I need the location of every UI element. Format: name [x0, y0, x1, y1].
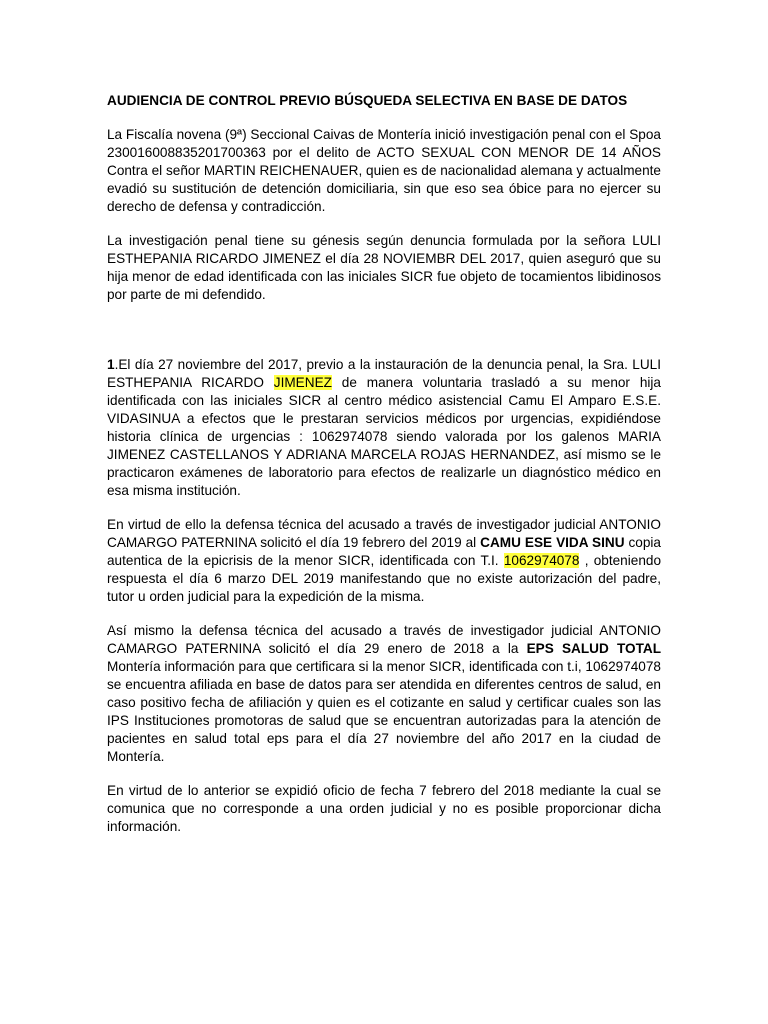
paragraph-intro: La Fiscalía novena (9ª) Seccional Caivas de Montería inició investigación penal con el Spoa 230016008835201700363 por el delito de ACTO SEXUAL CON MENOR DE 14 AÑOS Contra el señor MARTIN REICHENAUER, quien es de nacionalidad alemana y actualmente evadió su sustitución de detención domiciliaria, sin que eso sea óbice para no ejercer su derecho de defensa y contradicción. — [107, 127, 661, 214]
paragraph-genesis: La investigación penal tiene su génesis según denuncia formulada por la señora LULI ESTHEPANIA RICARDO JIMENEZ el día 28 NOVIEMBR DEL 2017, quien aseguró que su hija menor de edad identificada con las iniciales SICR fue objeto de tocamientos libidinosos por parte de mi defendido. — [107, 233, 661, 302]
camu-text-b: copia autentica de la epicrisis de la menor SICR, identificada con T.I. — [107, 535, 661, 568]
eps-text-a: Así mismo la defensa técnica del acusado a través de investigador judicial ANTONIO CAMARGO PATERNINA solicitó el día 29 enero de 2018 a la — [107, 623, 661, 656]
blank-space — [107, 320, 661, 356]
highlighted-id-number: 1062974078 — [503, 553, 580, 568]
highlighted-surname: JIMENEZ — [273, 375, 332, 390]
eps-text-b: Montería información para que certificara si la menor SICR, identificada con t.i, 1062974078 se encuentra afiliada en base de datos para ser atendida en diferentes centros de salud, en caso positivo fecha de afiliación y quien es el cotizante en salud y certificar cuales son las IPS Instituciones promotoras de salud que se encuentran autorizadas para la atención de pacientes en salud total eps para el día 27 noviembre del año 2017 en la ciudad de Montería. — [107, 659, 661, 764]
document-body — [107, 92, 661, 852]
item-1-text-b: de manera voluntaria trasladó a su menor hija identificada con las iniciales SICR al centro médico asistencial Camu El Amparo E.S.E. VIDASINUA a efectos que le prestaran servicios médicos por urgencias, expidiéndose historia clínica de urgencias : 1062974078 siendo valorada por los galenos MARIA JIMENEZ CASTELLANOS Y ADRIANA MARCELA ROJAS HERNANDEZ, así mismo se le practicaron exámenes de laboratorio para efectos de realizarle un diagnóstico médico en esa misma institución. — [107, 375, 661, 498]
item-number: 1 — [107, 357, 115, 372]
paragraph-item-1 — [107, 356, 661, 500]
paragraph-eps-request — [107, 622, 661, 766]
eps-entity: EPS SALUD TOTAL — [526, 641, 662, 656]
item-1-text-a: .El día 27 noviembre del 2017, previo a la instauración de la denuncia penal, la Sra. LULI ESTHEPANIA RICARDO — [107, 357, 661, 390]
document-title: AUDIENCIA DE CONTROL PREVIO BÚSQUEDA SELECTIVA EN BASE DE DATOS — [107, 93, 628, 108]
camu-text-c: , obteniendo respuesta el día 6 marzo DEL 2019 manifestando que no existe autorización del padre, tutor u orden judicial para la expedición de la misma. — [107, 553, 662, 604]
paragraph-response: En virtud de lo anterior se expidió oficio de fecha 7 febrero del 2018 mediante la cual se comunica que no corresponde a una orden judicial y no es posible proporcionar dicha información. — [107, 783, 661, 834]
camu-entity: CAMU ESE VIDA SINU — [480, 535, 625, 550]
camu-text-a: En virtud de ello la defensa técnica del acusado a través de investigador judicial ANTONIO CAMARGO PATERNINA solicitó el día 19 febrero del 2019 al — [107, 517, 661, 550]
paragraph-camu-request — [107, 516, 661, 606]
